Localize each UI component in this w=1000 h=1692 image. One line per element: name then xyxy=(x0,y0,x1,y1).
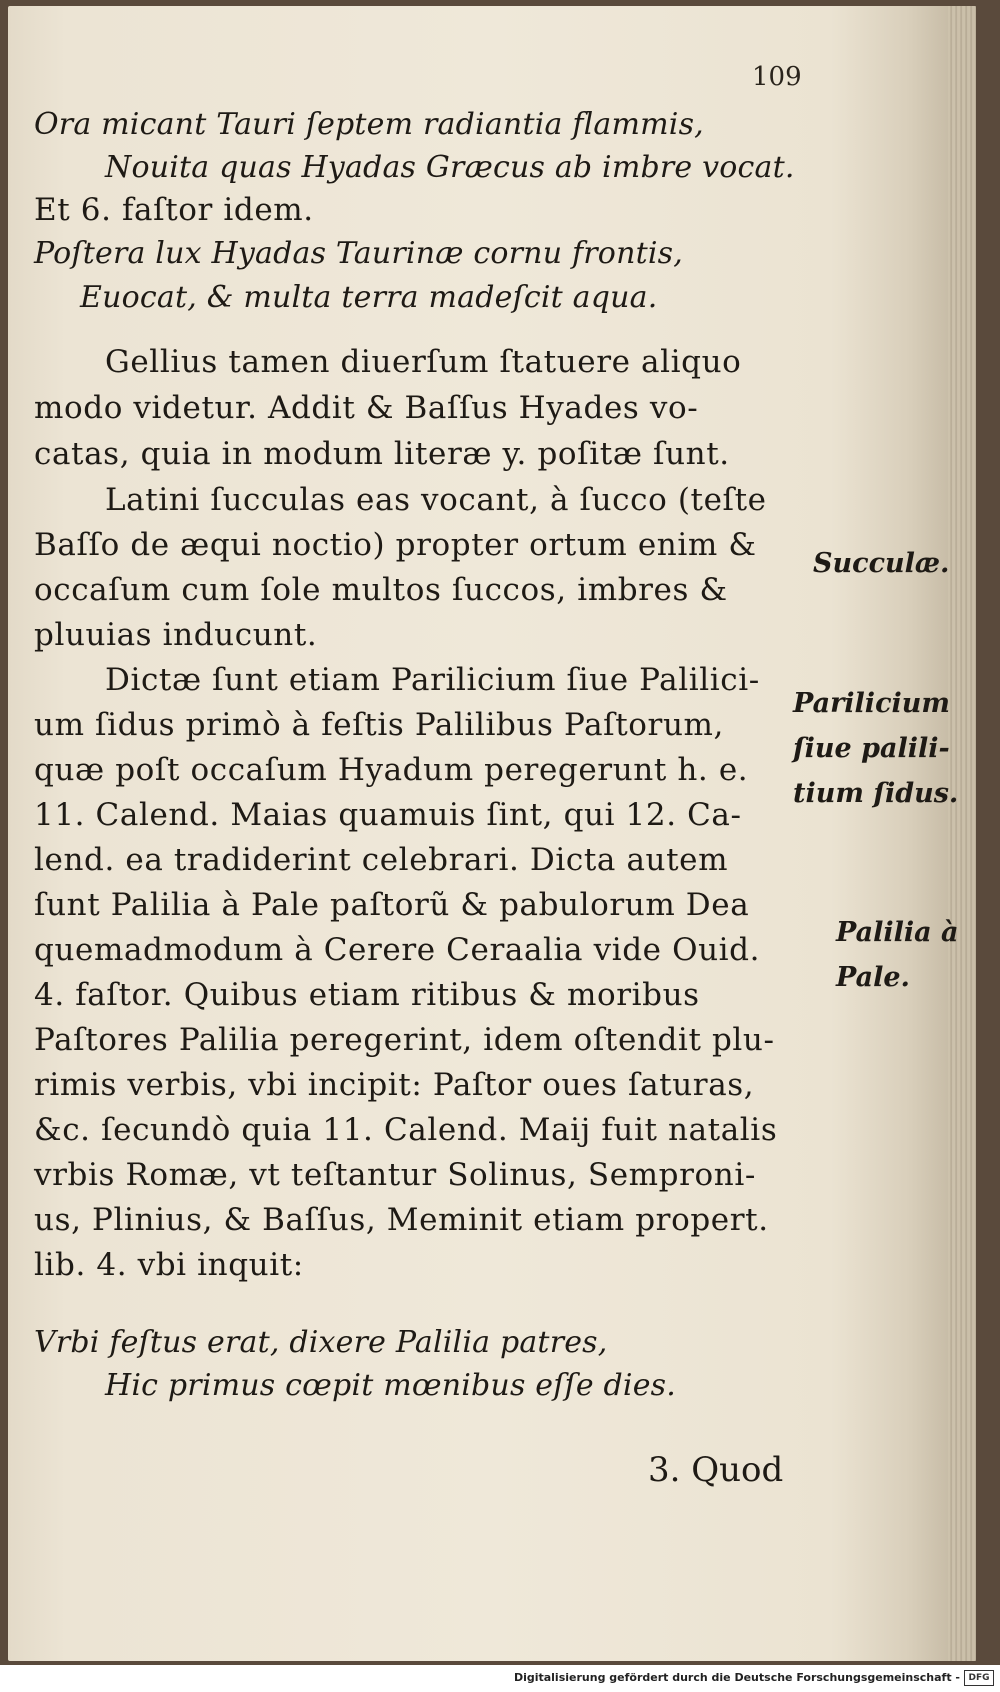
text-line: Baſſo de æqui noctio) propter ortum enim & xyxy=(34,527,757,563)
marginal-note-succulae: Succulæ. xyxy=(813,548,950,579)
verse-line: Euocat, & multa terra madeſcit aqua. xyxy=(80,280,658,315)
text-line: um ſidus primò à feſtis Palilibus Paſtorum, xyxy=(34,707,724,743)
verse-line: Vrbi feſtus erat, dixere Palilia patres, xyxy=(34,1325,608,1360)
marginal-note-parilicium: tium ſidus. xyxy=(793,778,959,809)
text-line: ſunt Palilia à Pale paſtorũ & pabulorum Dea xyxy=(34,887,750,923)
text-line: lend. ea tradiderint celebrari. Dicta autem xyxy=(34,842,729,878)
text-line: Paſtores Palilia peregerint, idem oſtendit plu- xyxy=(34,1022,775,1058)
marginal-note-parilicium: ſiue palili- xyxy=(793,733,950,764)
verse-line: Poſtera lux Hyadas Taurinæ cornu frontis, xyxy=(34,236,683,271)
text-line: 4. faſtor. Quibus etiam ritibus & moribus xyxy=(34,977,700,1013)
verse-line: Ora micant Tauri ſeptem radiantia flammis, xyxy=(34,107,704,142)
text-line: Dictæ ſunt etiam Parilicium ſiue Palilici- xyxy=(105,662,760,698)
text-line: &c. ſecundò quia 11. Calend. Maij fuit natalis xyxy=(34,1112,778,1148)
text-line: 11. Calend. Maias quamuis ſint, qui 12. Ca- xyxy=(34,797,742,833)
text-line: occaſum cum ſole multos ſuccos, imbres & xyxy=(34,572,728,608)
text-line: Latini ſucculas eas vocant, à ſucco (teſte xyxy=(105,482,767,518)
footer-bar xyxy=(0,1665,1000,1692)
verse-line: Hic primus cœpit mœnibus eſſe dies. xyxy=(105,1368,677,1403)
text-line: Et 6. faſtor idem. xyxy=(34,192,314,228)
page-number: 109 xyxy=(752,62,802,92)
text-line: Gellius tamen diuerſum ſtatuere aliquo xyxy=(105,344,742,380)
page-edges xyxy=(948,6,976,1661)
catchword: 3. Quod xyxy=(648,1450,784,1490)
text-line: vrbis Romæ, vt teſtantur Solinus, Semproni- xyxy=(34,1157,756,1193)
verse-line: Nouita quas Hyadas Græcus ab imbre vocat. xyxy=(105,150,795,185)
marginal-note-parilicium: Parilicium xyxy=(793,688,950,719)
text-line: quæ poſt occaſum Hyadum peregerunt h. e. xyxy=(34,752,749,788)
marginal-note-palilia: Pale. xyxy=(836,962,910,993)
text-line: quemadmodum à Cerere Ceraalia vide Ouid. xyxy=(34,932,761,968)
text-line: pluuias inducunt. xyxy=(34,617,318,653)
funding-credit: Digitalisierung gefördert durch die Deutsche Forschungsgemeinschaft - xyxy=(513,1671,960,1684)
text-line: rimis verbis, vbi incipit: Paſtor oues ſaturas, xyxy=(34,1067,755,1103)
text-line: lib. 4. vbi inquit: xyxy=(34,1247,304,1283)
marginal-note-palilia: Palilia à xyxy=(836,917,959,948)
text-line: modo videtur. Addit & Baſſus Hyades vo- xyxy=(34,390,699,426)
text-line: catas, quia in modum literæ y. poſitæ ſunt. xyxy=(34,436,730,472)
text-line: us, Plinius, & Baſſus, Meminit etiam propert. xyxy=(34,1202,769,1238)
dfg-logo-icon: DFG xyxy=(964,1670,994,1686)
